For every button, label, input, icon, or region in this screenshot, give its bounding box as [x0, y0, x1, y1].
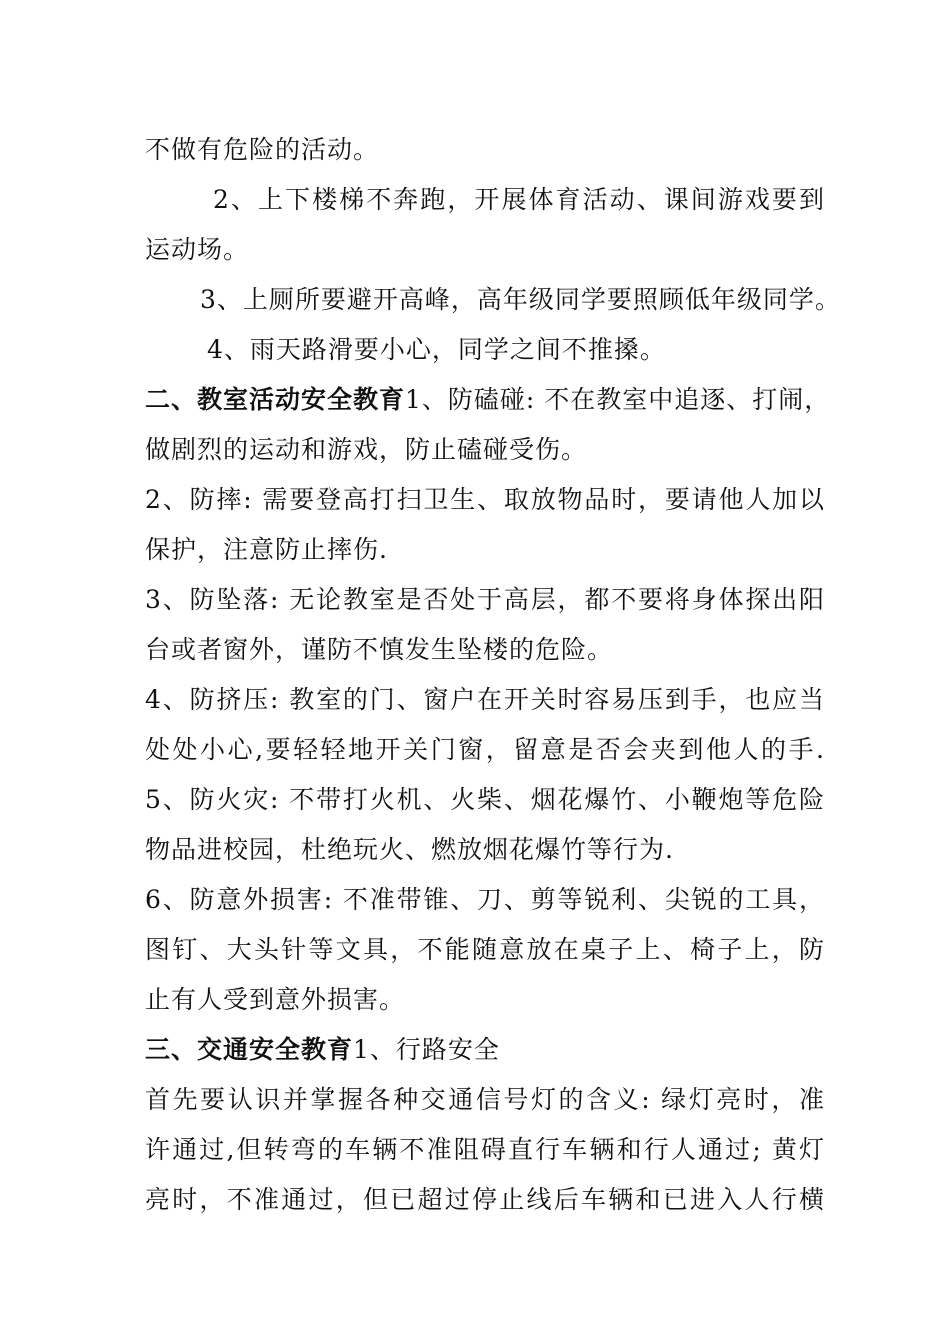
- text-line: 许通过,但转弯的车辆不准阻碍直行车辆和行人通过; 黄灯: [145, 1135, 825, 1164]
- text-line: 保护，注意防止摔伤.: [145, 535, 388, 564]
- section-heading-line-classroom: [145, 375, 831, 425]
- section-heading-traffic: 三、交通安全教育: [145, 1035, 354, 1064]
- text-line: 1、行路安全: [353, 1035, 500, 1064]
- list-item-3: 3、上厕所要避开高峰，高年级同学要照顾低年级同学。: [200, 285, 841, 314]
- text-line: 4、防挤压: 教室的门、窗户在开关时容易压到手，也应当: [145, 685, 825, 714]
- text-line: 运动场。: [145, 235, 250, 264]
- text-line: 首先要认识并掌握各种交通信号灯的含义: 绿灯亮时，准: [145, 1085, 825, 1114]
- list-item-4: 4、雨天路滑要小心，同学之间不推搡。: [207, 335, 666, 364]
- text-line: 台或者窗外，谨防不慎发生坠楼的危险。: [145, 635, 614, 664]
- section-heading-line-traffic: [145, 1025, 825, 1075]
- text-line: 3、防坠落: 无论教室是否处于高层，都不要将身体探出阳: [145, 585, 825, 614]
- text-line: 5、防火灾: 不带打火机、火柴、烟花爆竹、小鞭炮等危险: [145, 785, 825, 814]
- text-line: 1、防磕碰: 不在教室中追逐、打闹，: [405, 385, 831, 414]
- text-line: 不做有危险的活动。: [145, 135, 380, 164]
- section-heading-classroom: 二、教室活动安全教育: [145, 385, 406, 414]
- text-line: 做剧烈的运动和游戏，防止磕碰受伤。: [145, 435, 588, 464]
- text-line: 2、防摔: 需要登高打扫卫生、取放物品时，要请他人加以: [145, 485, 825, 514]
- text-line: 物品进校园，杜绝玩火、燃放烟花爆竹等行为.: [145, 835, 674, 864]
- text-line: 亮时，不准通过，但已超过停止线后车辆和已进入人行横: [145, 1185, 825, 1214]
- text-line: 处处小心,要轻轻地开关门窗，留意是否会夹到他人的手.: [145, 735, 825, 764]
- text-line: 止有人受到意外损害。: [145, 985, 406, 1014]
- text-line: 图钉、大头针等文具，不能随意放在桌子上、椅子上，防: [145, 935, 825, 964]
- list-item-2: 2、上下楼梯不奔跑，开展体育活动、课间游戏要到: [213, 185, 825, 214]
- text-line: 6、防意外损害: 不准带锥、刀、剪等锐利、尖锐的工具，: [145, 885, 825, 914]
